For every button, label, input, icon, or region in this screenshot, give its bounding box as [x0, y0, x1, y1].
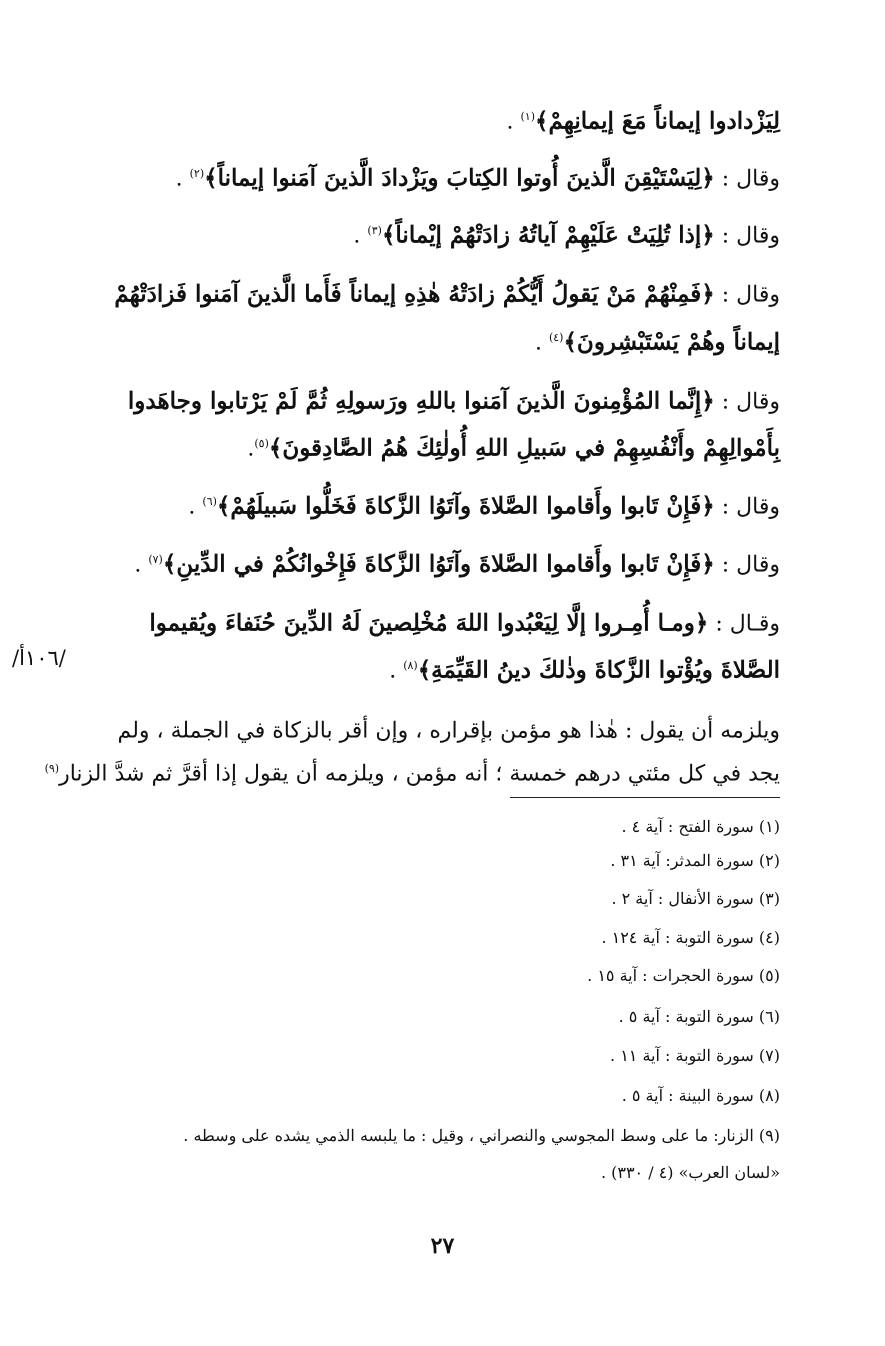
quran-verse: ﴿ومـا أُمِـروا إلَّا لِيَعْبُدوا اللهَ مُخْلِصينَ لَهُ الدِّينَ حُنَفاءَ ويُقيموا — [149, 609, 709, 637]
footnote: (٧) سورة التوبة : آية ١١ . — [610, 1046, 780, 1065]
text-line: بِأَمْوالِهِمْ وأَنْفُسِهِمْ في سَبيلِ اللهِ أُولٰئِكَ هُمُ الصَّادِقونَ﴾$^{(٥)}$. — [247, 434, 780, 462]
footnote-ref: (٨) — [403, 659, 418, 672]
quran-verse: الصَّلاةَ ويُؤْتوا الزَّكاةَ وذٰلكَ دينُ القَيِّمَةِ﴾ — [417, 656, 780, 684]
prose-text: يجد في كل مئتي درهم خمسة ؛ أنه مؤمن ، ويلزمه أن يقول إذا أقرَّ ثم شدَّ الزنار — [59, 761, 780, 787]
text-line: وقال : ﴿فَإِنْ تَابوا وأَقاموا الصَّلاةَ وآتَوُا الزَّكاةَ فَخَلُّوا سَبيلَهُمْ﴾$^{(٦)}$ . — [188, 492, 780, 520]
footnote: (٢) سورة المدثر: آية ٣١ . — [610, 851, 780, 870]
quran-verse: ﴿إِنَّما المُؤْمِنونَ الَّذينَ آمَنوا باللهِ ورَسولِهِ ثُمَّ لَمْ يَرْتابوا وجاهَدوا — [127, 387, 715, 415]
footnote: (٩) الزنار: ما على وسط المجوسي والنصراني ، وقيل : ما يلبسه الذمي يشده على وسطه . — [183, 1126, 780, 1145]
footnote: (٥) سورة الحجرات : آية ١٥ . — [587, 966, 780, 985]
footnote-separator — [510, 797, 780, 798]
footnote-ref: (٩) — [44, 762, 60, 775]
footnote-ref: (٥) — [254, 437, 269, 450]
footnote: «لسان العرب» (٤ / ٣٣٠) . — [600, 1163, 780, 1182]
text-line — [50, 708, 780, 749]
footnote-ref: (٣) — [367, 224, 382, 237]
footnote-ref: (١) — [520, 110, 536, 123]
text-line: وقال : ﴿فَإِنْ تَابوا وأَقاموا الصَّلاةَ وآتَوُا الزَّكاةَ فَإِخْوانُكُمْ في الدِّينِ﴾$^{(٧)}$ . — [134, 550, 780, 578]
quran-verse: ﴿إذا تُلِيَتْ عَلَيْهِمْ آياتُهُ زادَتْهُمْ إيْماناً﴾ — [381, 221, 715, 249]
text-line: وقال : ﴿إِنَّما المُؤْمِنونَ الَّذينَ آمَنوا باللهِ ورَسولِهِ ثُمَّ لَمْ يَرْتابوا وجاهَدوا — [127, 387, 780, 415]
text-line: الصَّلاةَ ويُؤْتوا الزَّكاةَ وذٰلكَ دينُ القَيِّمَةِ﴾$^{(٨)}$ . — [389, 656, 780, 684]
footnote-ref: (٢) — [189, 167, 205, 180]
prose-text: ويلزمه أن يقول : هٰذا هو مؤمن بإقراره ، وإن أقر بالزكاة في الجملة ، ولم — [117, 718, 780, 744]
quran-verse: ﴿فَمِنْهُمْ مَنْ يَقولُ أَيُّكُمْ زادَتْهُ هٰذِهِ إيماناً فَأَما الَّذينَ آمَنوا فَزادَتْهُمْ — [114, 280, 715, 308]
text-line — [44, 751, 780, 792]
text-line: لِيَزْدادوا إيماناً مَعَ إيمانِهِمْ﴾$^{(١)}$ . — [506, 107, 780, 135]
manuscript-folio-marker: /١٠٦أ/ — [12, 646, 66, 670]
footnote-ref: (٦) — [202, 495, 217, 508]
footnote-ref: (٧) — [148, 553, 163, 566]
text-line: وقال : ﴿لِيَسْتَيْقِنَ الَّذينَ أُوتوا الكِتابَ ويَزْدادَ الَّذينَ آمَنوا إيماناً﴾$^{(٢)}$ . — [175, 164, 780, 192]
quran-verse: ﴿فَإِنْ تَابوا وأَقاموا الصَّلاةَ وآتَوُا الزَّكاةَ فَخَلُّوا سَبيلَهُمْ﴾ — [216, 492, 715, 520]
footnote: (٦) سورة التوبة : آية ٥ . — [618, 1007, 780, 1026]
quran-verse: بِأَمْوالِهِمْ وأَنْفُسِهِمْ في سَبيلِ اللهِ أُولٰئِكَ هُمُ الصَّادِقونَ﴾ — [268, 434, 780, 462]
quran-verse: ﴿لِيَسْتَيْقِنَ الَّذينَ أُوتوا الكِتابَ ويَزْدادَ الَّذينَ آمَنوا إيماناً﴾ — [204, 164, 715, 192]
page-number: ٢٧ — [430, 1233, 455, 1259]
footnote: (٣) سورة الأنفال : آية ٢ . — [611, 889, 780, 908]
quran-verse: ﴿فَإِنْ تَابوا وأَقاموا الصَّلاةَ وآتَوُا الزَّكاةَ فَإِخْوانُكُمْ في الدِّينِ﴾ — [162, 550, 715, 578]
text-line: إيماناً وهُمْ يَسْتَبْشِرونَ﴾$^{(٤)}$ . — [534, 328, 780, 356]
quran-verse: لِيَزْدادوا إيماناً مَعَ إيمانِهِمْ﴾ — [535, 107, 780, 135]
text-line: وقال : ﴿فَمِنْهُمْ مَنْ يَقولُ أَيُّكُمْ زادَتْهُ هٰذِهِ إيماناً فَأَما الَّذينَ آمَنوا فَزادَتْهُمْ — [114, 280, 780, 308]
footnote-ref: (٤) — [548, 331, 564, 344]
footnote: (١) سورة الفتح : آية ٤ . — [621, 817, 780, 836]
text-line: وقـال : ﴿ومـا أُمِـروا إلَّا لِيَعْبُدوا اللهَ مُخْلِصينَ لَهُ الدِّينَ حُنَفاءَ ويُقيموا — [149, 609, 780, 637]
text-line: وقال : ﴿إذا تُلِيَتْ عَلَيْهِمْ آياتُهُ زادَتْهُمْ إيْماناً﴾$^{(٣)}$ . — [353, 221, 780, 249]
quran-verse: إيماناً وهُمْ يَسْتَبْشِرونَ﴾ — [563, 328, 780, 356]
footnote: (٨) سورة البينة : آية ٥ . — [621, 1086, 780, 1105]
footnote: (٤) سورة التوبة : آية ١٢٤ . — [601, 928, 780, 947]
